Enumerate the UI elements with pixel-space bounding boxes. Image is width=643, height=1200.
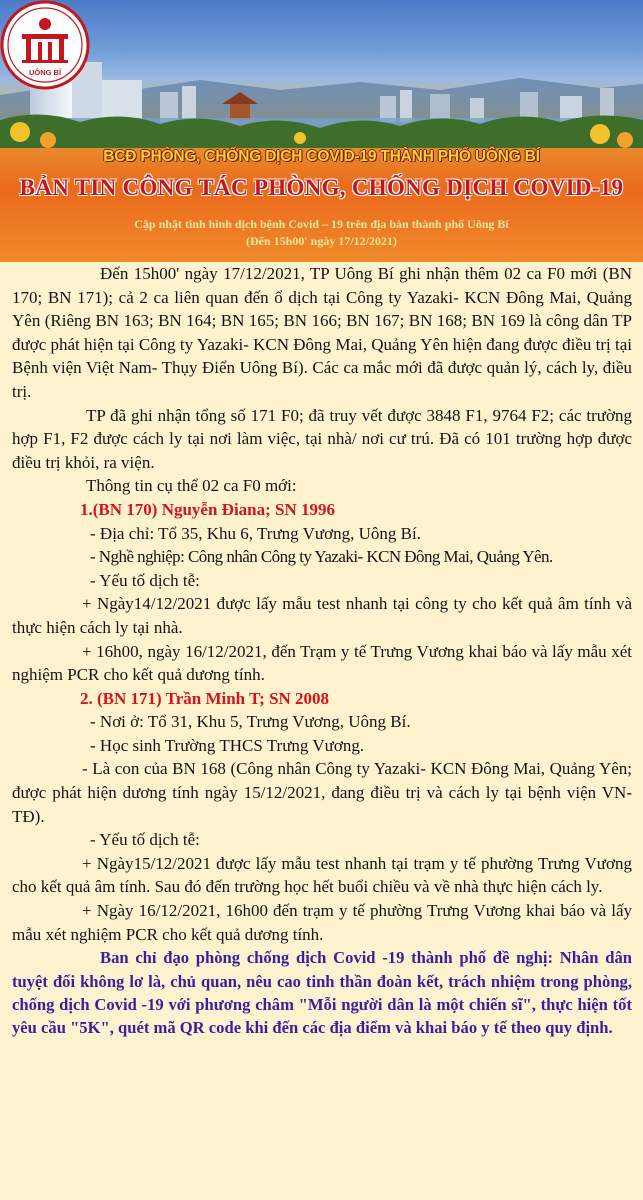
case-2-epi-1: + Ngày15/12/2021 được lấy mẫu test nhanh tại trạm y tế phường Trưng Vương cho kết quả âm tính. Sau đó đến trường học hết buổi chiều và về nhà thực hiện cách ly. bbox=[12, 853, 632, 897]
case-2-title: 2. (BN 171) Trần Minh T; SN 2008 bbox=[80, 688, 330, 708]
subtitle-line-1: Cập nhật tình hình dịch bệnh Covid – 19 trên địa bàn thành phố Uông Bí bbox=[134, 217, 509, 231]
bulletin-body bbox=[12, 262, 632, 1040]
bulletin-subtitle bbox=[0, 216, 643, 250]
case-2-epi-label: - Yếu tố dịch tễ: bbox=[90, 830, 200, 850]
case-1-job: - Nghề nghiệp: Công nhân Công ty Yazaki- KCN Đông Mai, Quảng Yên. bbox=[90, 547, 553, 567]
summary-paragraph: Đến 15h00' ngày 17/12/2021, TP Uông Bí ghi nhận thêm 02 ca F0 mới (BN 170; BN 171); cả 2 ca liên quan đến ổ dịch tại Công ty Yazaki- KCN Đông Mai, Quảng Yên (Riêng BN 163; BN 164; BN 165; BN 166; BN 167; BN 168; BN 169 là công dân TP được phát hiện tại Công ty Yazaki- KCN Đông Mai, Quảng Yên hiện đang được điều trị tại Bệnh viện Việt Nam- Thụy Điển Uông Bí). Các ca mắc mới đã được quản lý, cách ly, điều trị. bbox=[12, 264, 632, 401]
case-1-epi-label: - Yếu tố dịch tễ: bbox=[90, 570, 200, 590]
uong-bi-emblem-logo bbox=[0, 0, 90, 90]
case-2-epi-2: + Ngày 16/12/2021, 16h00 đến trạm y tế phường Trưng Vương khai báo và lấy mẫu xét nghiệm PCR cho kết quả dương tính. bbox=[12, 901, 632, 944]
logo-text: UÔNG BÍ bbox=[28, 68, 62, 77]
case-1-epi-1: + Ngày14/12/2021 được lấy mẫu test nhanh tại công ty cho kết quả âm tính và thực hiện cách ly tại nhà. bbox=[12, 594, 632, 637]
case-2-address: - Nơi ở: Tổ 31, Khu 5, Trưng Vương, Uông Bí. bbox=[90, 712, 411, 732]
case-2-relation: - Là con của BN 168 (Công nhân Công ty Yazaki- KCN Đông Mai, Quảng Yên; được phát hiện dương tính ngày 15/12/2021, đang điều trị và cách ly tại bệnh viện VN-TĐ). bbox=[12, 759, 632, 826]
closing-appeal: Ban chỉ đạo phòng chống dịch Covid -19 thành phố đề nghị: Nhân dân tuyệt đối không lơ là, chủ quan, nêu cao tinh thần đoàn kết, trách nhiệm trong phòng, chống dịch Covid -19 với phương châm "Mỗi người dân là một chiến sĩ", thực hiện tốt yêu cầu "5K", quét mã QR code khi đến các địa điểm và khai báo y tế theo quy định. bbox=[12, 948, 632, 1038]
committee-name: BCĐ PHÒNG, CHỐNG DỊCH COVID-19 THÀNH PHỐ UÔNG BÍ bbox=[103, 148, 540, 165]
cases-intro: Thông tin cụ thể 02 ca F0 mới: bbox=[86, 476, 297, 496]
header-banner bbox=[0, 0, 643, 262]
subtitle-line-2: (Đến 15h00' ngày 17/12/2021) bbox=[245, 234, 397, 248]
totals-paragraph: TP đã ghi nhận tổng số 171 F0; đã truy vết được 3848 F1, 9764 F2; các trường hợp F1, F2 được cách ly tại nơi làm việc, tại nhà/ nơi cư trú. Đã có 101 trường hợp được điều trị khỏi, ra viện. bbox=[12, 405, 632, 472]
case-1-address: - Địa chỉ: Tổ 35, Khu 6, Trưng Vương, Uông Bí. bbox=[90, 523, 421, 543]
case-1-title: 1.(BN 170) Nguyễn Điana; SN 1996 bbox=[80, 499, 336, 519]
case-1-epi-2: + 16h00, ngày 16/12/2021, đến Trạm y tế Trưng Vương khai báo và lấy mẫu xét nghiệm PCR cho kết quả dương tính. bbox=[12, 641, 632, 685]
bulletin-title: BẢN TIN CÔNG TÁC PHÒNG, CHỐNG DỊCH COVID-19 bbox=[19, 175, 624, 200]
case-2-school: - Học sinh Trường THCS Trưng Vương. bbox=[90, 735, 365, 755]
